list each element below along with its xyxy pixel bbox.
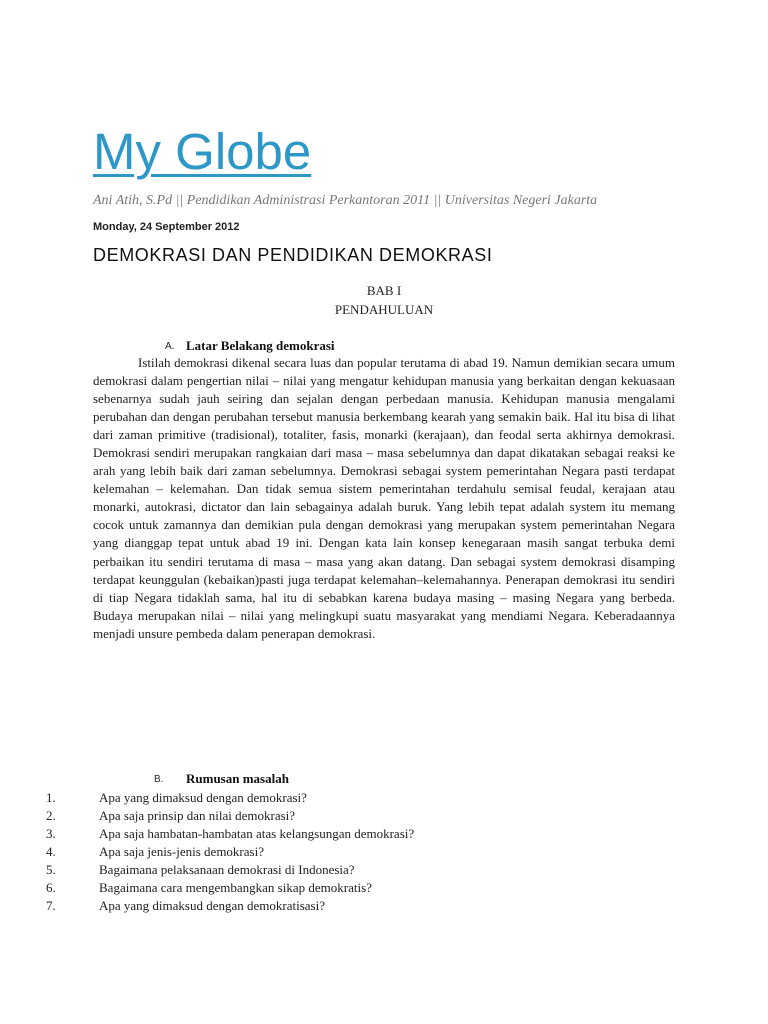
question-number: 6. bbox=[46, 880, 56, 895]
post-title: DEMOKRASI DAN PENDIDIKAN DEMOKRASI bbox=[93, 245, 493, 265]
question-item: Bagaimana cara mengembangkan sikap demokratis? bbox=[99, 880, 372, 895]
question-item: Apa yang dimaksud dengan demokratisasi? bbox=[99, 898, 325, 913]
post-date: Monday, 24 September 2012 bbox=[93, 221, 240, 233]
question-item: Bagaimana pelaksanaan demokrasi di Indonesia? bbox=[99, 862, 355, 877]
background-paragraph: Istilah demokrasi dikenal secara luas dan popular terutama di abad 19. Namun demikian secara umum demokrasi dalam pengertian nilai – nilai yang mengatur kehidupan manusia yang berkaitan dengan kekuasaan sebenarnya sudah jauh seiring dan sejalan dengan perbedaan manusia. Kehidupan manusia mengalami perubahan dan dengan perubahan tersebut manusia berkembang kearah yang semakin baik. Hal itu bisa di lihat dari zaman primitive (tradisional), totaliter, fasis, monarki (kerajaan), dan feodal serta akhirnya demokrasi. Demokrasi sendiri merupakan rangkaian dari masa – masa sebelumnya dan dapat dikatakan sebagai reaksi ke arah yang lebih baik dari zaman sebelumnya. Demokrasi sebagai system pemerintahan Negara pasti terdapat kelemahan – kelemahan. Dan tidak semua sistem pemerintahan terdahulu semisal feudal, kerajaan atau monarki, autokrasi, dictator dan lain sebagainya adalah buruk. Yang lebih tepat adalah system itu memang cocok untuk zamannya dan demikian pula dengan demokrasi yang merupakan system pemerintahan Negara yang dianggap tepat untuk abad 19 ini. Dengan kata lain konsep kenegaraan masih sangat terbuka demi perbaikan itu sendiri terutama di masa – masa yang akan datang. Dan sebagai system demokrasi disamping terdapat keunggulan (kebaikan)pasti juga terdapat kelemahan–kelemahannya. Penerapan demokrasi itu sendiri di tiap Negara tidaklah sama, hal itu di sebabkan karena budaya masing – masing Negara yang berbeda. Budaya merupakan nilai – nilai yang melingkupi suatu masyarakat yang mendiami Negara. Keberadaannya menjadi unsure pembeda dalam penerapan demokrasi. bbox=[93, 355, 675, 641]
question-number: 1. bbox=[46, 790, 56, 805]
question-item: Apa yang dimaksud dengan demokrasi? bbox=[99, 790, 307, 805]
question-number: 4. bbox=[46, 844, 56, 859]
section-a-heading: Latar Belakang demokrasi bbox=[186, 338, 335, 353]
question-item: Apa saja prinsip dan nilai demokrasi? bbox=[99, 808, 296, 823]
question-number: 3. bbox=[46, 826, 56, 841]
chapter-label: BAB I bbox=[366, 283, 402, 298]
question-item: Apa saja hambatan-hambatan atas kelangsungan demokrasi? bbox=[99, 826, 415, 841]
question-number: 5. bbox=[46, 862, 56, 877]
section-a-letter: A. bbox=[165, 341, 175, 352]
question-number: 2. bbox=[46, 808, 56, 823]
blog-title-link[interactable]: My Globe bbox=[93, 123, 312, 180]
chapter-title: PENDAHULUAN bbox=[334, 302, 434, 317]
blog-description: Ani Atih, S.Pd || Pendidikan Administrasi Perkantoran 2011 || Universitas Negeri Jakarta bbox=[93, 193, 598, 208]
section-b-letter: B. bbox=[154, 774, 164, 785]
question-item: Apa saja jenis-jenis demokrasi? bbox=[99, 844, 264, 859]
section-b-heading: Rumusan masalah bbox=[186, 771, 289, 786]
question-number: 7. bbox=[46, 898, 56, 913]
